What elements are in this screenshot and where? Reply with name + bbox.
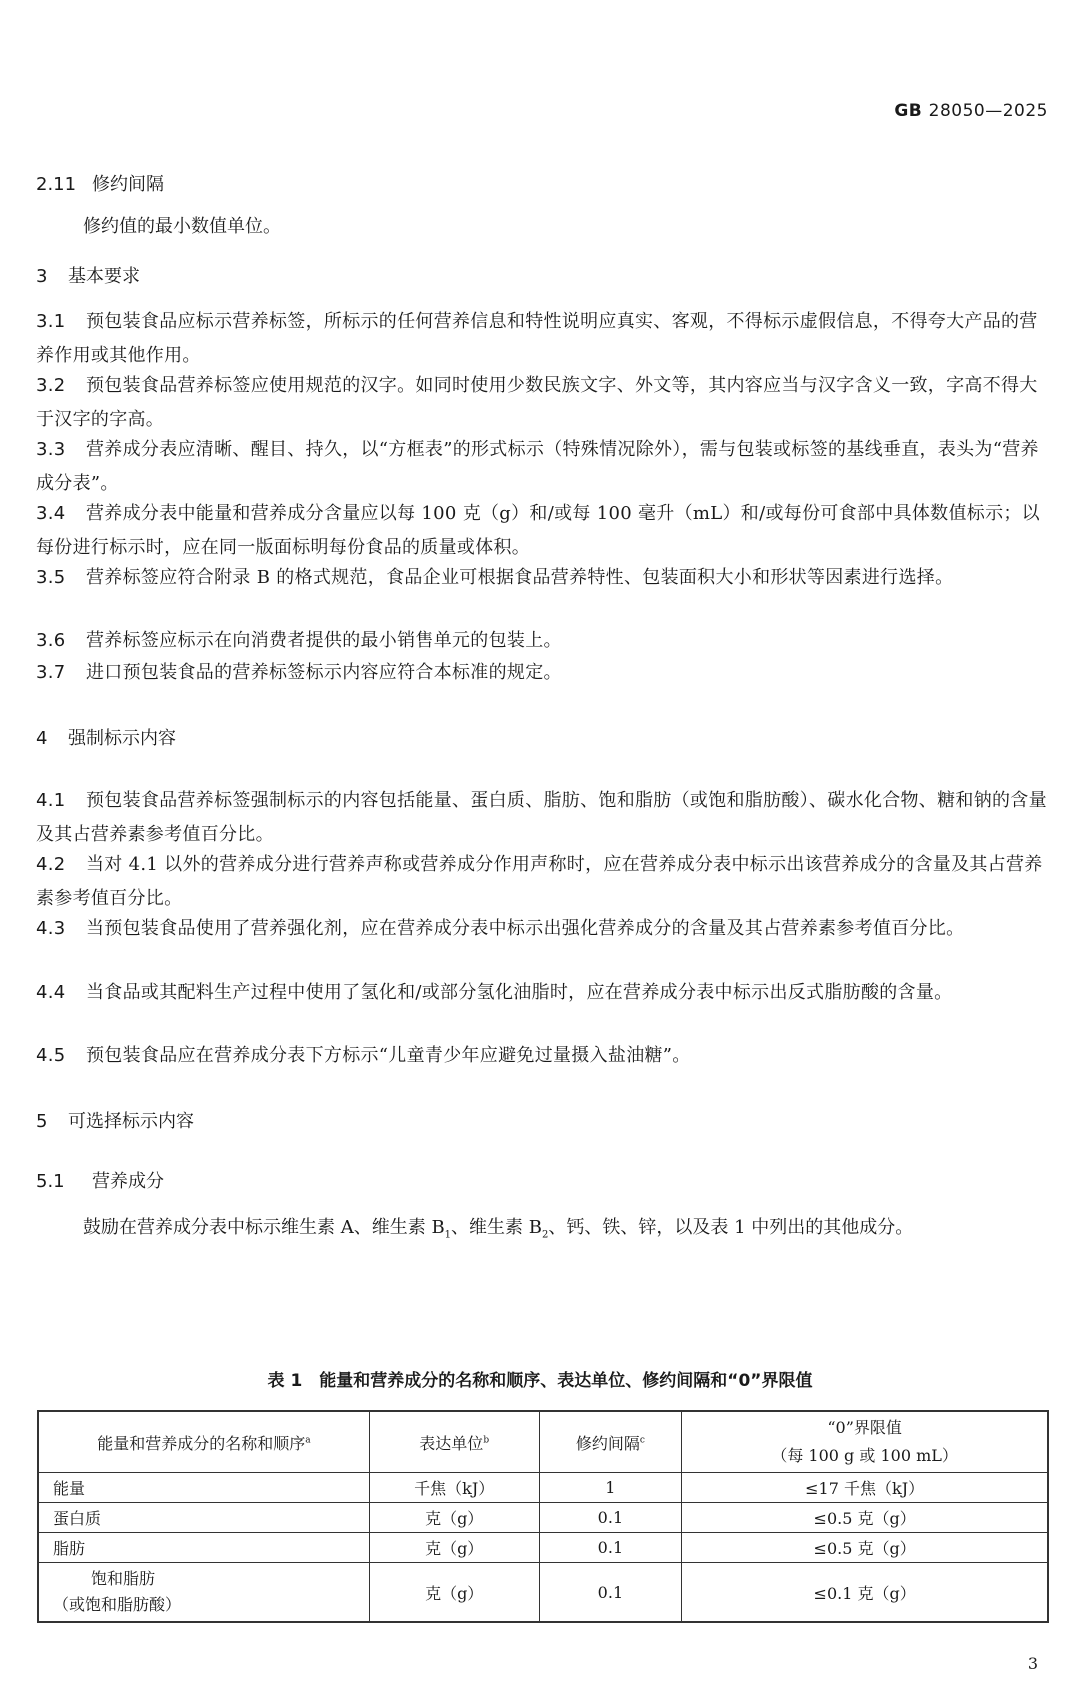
clause-text: 营养标签应符合附录 B 的格式规范，食品企业可根据食品营养特性、包装面积大小和形状等因素进行选择。	[86, 567, 954, 588]
clause-number: 3.4	[36, 503, 66, 524]
cell-name	[38, 1563, 369, 1623]
footnote-mark: b	[483, 1435, 490, 1446]
cell-unit: 千焦（kJ）	[369, 1473, 539, 1503]
clause-text: 营养成分表中能量和营养成分含量应以每 100 克（g）和/或每 100 毫升（mL）和/或每份可食部中具体数值标示；以每份进行标示时，应在同一版面标明每份食品的质量或体积。	[36, 503, 1040, 558]
section-title: 基本要求	[68, 266, 140, 287]
header-label: 能量和营养成分的名称和顺序	[97, 1433, 306, 1453]
clause-text: 预包装食品营养标签应使用规范的汉字。如同时使用少数民族文字、外文等，其内容应当与汉字含义一致，字高不得大于汉字的字高。	[36, 375, 1038, 430]
clause-text: 营养成分表应清晰、醒目、持久，以“方框表”的形式标示（特殊情况除外），需与包装或标签的基线垂直，表头为“营养成分表”。	[36, 439, 1039, 494]
clause-number: 3.5	[36, 567, 66, 588]
cell-limit: ≤0.5 克（g）	[682, 1503, 1048, 1533]
clause-number: 3.7	[36, 662, 66, 683]
body-text-part: 鼓励在营养成分表中标示维生素 A、维生素 B	[83, 1217, 445, 1238]
table-1-title: 表 1 能量和营养成分的名称和顺序、表达单位、修约间隔和“0”界限值	[267, 1371, 813, 1391]
header-label: 修约间隔	[575, 1433, 640, 1453]
clause-text: 预包装食品应在营养成分表下方标示“儿童青少年应避免过量摄入盐油糖”。	[86, 1045, 691, 1066]
clause-number: 4.2	[36, 854, 66, 875]
clause-number: 4.5	[36, 1045, 66, 1066]
clause-text: 预包装食品应标示营养标签，所标示的任何营养信息和特性说明应真实、客观，不得标示虚假信息，不得夸大产品的营养作用或其他作用。	[36, 311, 1038, 366]
clause-4-1	[36, 784, 1048, 852]
clause-text: 营养标签应标示在向消费者提供的最小销售单元的包装上。	[86, 630, 562, 651]
clause-text: 当预包装食品使用了营养强化剂，应在营养成分表中标示出强化营养成分的含量及其占营养素参考值百分比。	[86, 918, 965, 939]
footnote-mark: c	[639, 1435, 645, 1446]
section-number: 3	[36, 266, 48, 287]
clause-number: 3.6	[36, 630, 66, 651]
cell-limit: ≤0.1 克（g）	[682, 1563, 1048, 1623]
header-interval	[539, 1411, 682, 1473]
footnote-mark: a	[305, 1435, 311, 1446]
clause-3-7	[36, 656, 1048, 690]
cell-name: 蛋白质	[38, 1503, 369, 1533]
section-5-heading	[36, 1107, 194, 1133]
header-sublabel: （每 100 g 或 100 mL）	[771, 1446, 958, 1465]
subscript: 2	[542, 1229, 549, 1241]
cell-interval: 0.1	[539, 1563, 682, 1623]
section-title: 强制标示内容	[68, 728, 176, 749]
clause-text: 预包装食品营养标签强制标示的内容包括能量、蛋白质、脂肪、饱和脂肪（或饱和脂肪酸）、碳水化合物、糖和钠的含量及其占营养素参考值百分比。	[36, 790, 1047, 845]
section-5-1-heading	[36, 1167, 164, 1193]
cell-interval: 0.1	[539, 1533, 682, 1563]
clause-number: 3.2	[36, 375, 66, 396]
section-2-11-heading	[36, 170, 164, 196]
section-number: 2.11	[36, 174, 77, 195]
header-label: “0”界限值	[827, 1418, 902, 1437]
cell-unit: 克（g）	[369, 1503, 539, 1533]
clause-4-5	[36, 1039, 1048, 1073]
clause-number: 3.3	[36, 439, 66, 460]
standard-code-prefix: GB	[894, 101, 923, 121]
section-title: 修约间隔	[92, 174, 164, 195]
table-row	[38, 1563, 1048, 1623]
clause-text: 进口预包装食品的营养标签标示内容应符合本标准的规定。	[86, 662, 562, 683]
standard-code-number: 28050—2025	[928, 101, 1048, 121]
clause-3-6	[36, 624, 1048, 658]
nutrition-table	[37, 1410, 1049, 1623]
cell-name: 能量	[38, 1473, 369, 1503]
section-title: 可选择标示内容	[68, 1111, 194, 1132]
clause-3-1	[36, 305, 1048, 373]
table-header-row	[38, 1411, 1048, 1473]
clause-3-5	[36, 561, 1048, 595]
section-number: 5	[36, 1111, 48, 1132]
table-row	[38, 1503, 1048, 1533]
header-label: 表达单位	[419, 1433, 484, 1453]
cell-unit: 克（g）	[369, 1563, 539, 1623]
header-limit	[682, 1411, 1048, 1473]
clause-text: 当食品或其配料生产过程中使用了氢化和/或部分氢化油脂时，应在营养成分表中标示出反式脂肪酸的含量。	[86, 982, 953, 1003]
cell-unit: 克（g）	[369, 1533, 539, 1563]
cell-limit: ≤17 千焦（kJ）	[682, 1473, 1048, 1503]
clause-number: 4.1	[36, 790, 66, 811]
clause-3-2	[36, 369, 1048, 437]
clause-4-4	[36, 976, 1048, 1010]
section-number: 4	[36, 728, 48, 749]
clause-4-3	[36, 912, 1048, 946]
clause-3-4	[36, 497, 1048, 565]
clause-text: 当对 4.1 以外的营养成分进行营养声称或营养成分作用声称时，应在营养成分表中标示出该营养成分的含量及其占营养素参考值百分比。	[36, 854, 1043, 909]
header-name	[38, 1411, 369, 1473]
page-number: 3	[1027, 1654, 1038, 1673]
cell-name-line: （或饱和脂肪酸）	[53, 1595, 182, 1614]
cell-name: 脂肪	[38, 1533, 369, 1563]
standard-code	[894, 101, 1048, 121]
cell-limit: ≤0.5 克（g）	[682, 1533, 1048, 1563]
table-row	[38, 1533, 1048, 1563]
cell-interval: 1	[539, 1473, 682, 1503]
table-row	[38, 1473, 1048, 1503]
cell-name-line: 饱和脂肪	[91, 1569, 156, 1588]
clause-number: 4.4	[36, 982, 66, 1003]
section-4-heading	[36, 724, 176, 750]
header-unit	[369, 1411, 539, 1473]
section-2-11-body: 修约值的最小数值单位。	[83, 216, 281, 237]
clause-number: 4.3	[36, 918, 66, 939]
subscript: 1	[444, 1229, 452, 1241]
body-text-part: 、钙、铁、锌，以及表 1 中列出的其他成分。	[548, 1217, 914, 1238]
clause-3-3	[36, 433, 1048, 501]
cell-interval: 0.1	[539, 1503, 682, 1533]
section-number: 5.1	[36, 1171, 65, 1192]
section-5-1-body	[83, 1213, 913, 1241]
clause-4-2	[36, 848, 1048, 916]
section-title: 营养成分	[92, 1171, 164, 1192]
section-3-heading	[36, 262, 140, 288]
body-text-part: 、维生素 B	[451, 1217, 542, 1238]
clause-number: 3.1	[36, 311, 66, 332]
